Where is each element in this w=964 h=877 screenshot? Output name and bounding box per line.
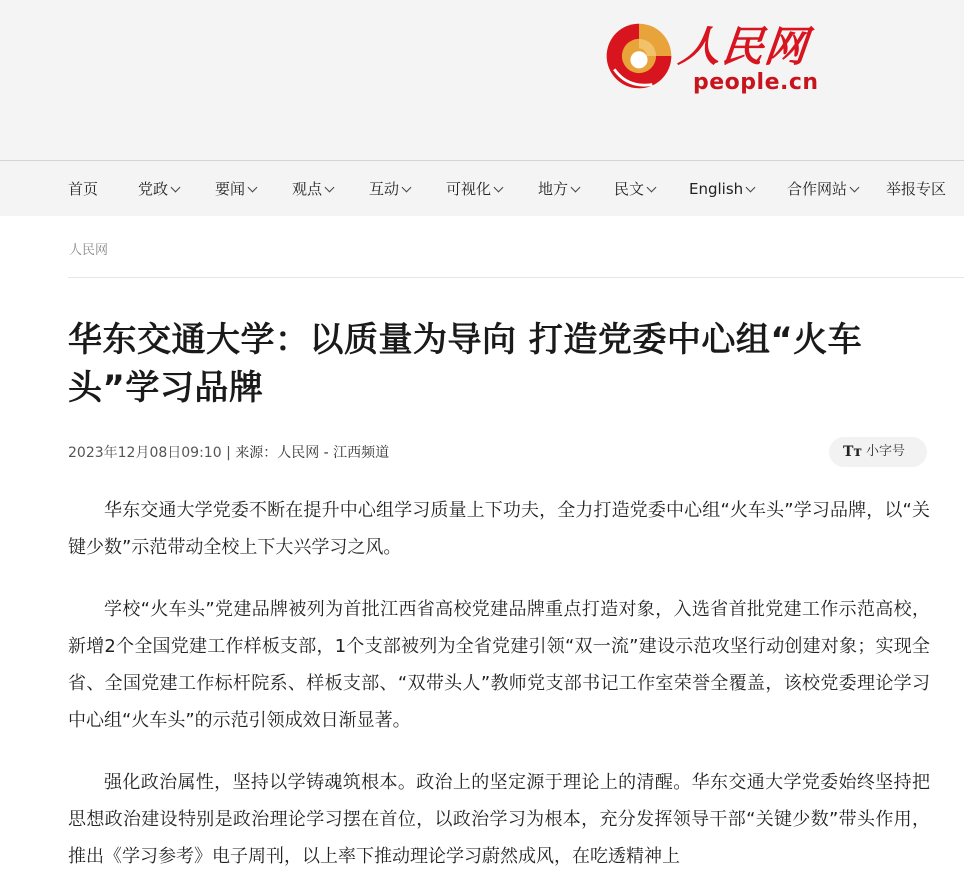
article-source: 来源：人民网 - 江西频道 [235,445,390,461]
logo-domain-text: people.cn [693,70,819,95]
nav-label: 合作网站 [787,180,848,198]
people-daily-swirl-logo-icon [601,18,677,94]
nav-label: 可视化 [446,180,492,198]
font-size-label: 小字号 [866,444,906,459]
article-paragraph: 华东交通大学党委不断在提升中心组学习质量上下功夫，全力打造党委中心组“火车头”学习品牌，以“关键少数”示范带动全校上下大兴学习之风。 [68,500,930,558]
nav-label: English [689,180,744,198]
nav-item-partners[interactable] [787,161,858,217]
nav-item-interact[interactable] [369,161,410,217]
chevron-down-icon [248,183,258,193]
nav-item-home[interactable] [68,161,98,217]
nav-item-news[interactable] [215,161,256,217]
breadcrumb[interactable]: 人民网 [69,243,109,258]
nav-label: 民文 [614,180,645,198]
article-title: 华东交通大学：以质量为导向 打造党委中心组“火车头”学习品牌 [68,320,863,408]
nav-item-opinion[interactable] [292,161,333,217]
nav-item-visual[interactable] [446,161,502,217]
divider [68,277,964,278]
site-header [0,0,964,160]
chevron-down-icon [647,183,657,193]
chevron-down-icon [571,183,581,193]
nav-label: 首页 [68,180,99,198]
text-size-icon: Tт [843,444,863,460]
nav-item-english[interactable] [689,161,754,217]
font-size-toggle-button[interactable] [829,437,927,467]
nav-label: 观点 [292,180,323,198]
nav-label: 党政 [138,180,169,198]
chevron-down-icon [171,183,181,193]
nav-label: 举报专区 [886,180,947,198]
site-logo[interactable] [601,14,821,98]
meta-separator: | [226,445,231,461]
chevron-down-icon [746,183,756,193]
chevron-down-icon [494,183,504,193]
publish-date: 2023年12月08日09:10 [68,445,222,461]
nav-item-party[interactable] [138,161,179,217]
logo-chinese-text: 人民网 [676,22,811,71]
nav-label: 地方 [538,180,569,198]
chevron-down-icon [402,183,412,193]
nav-item-local[interactable] [538,161,579,217]
nav-item-report[interactable] [886,161,946,217]
main-nav [0,160,964,216]
chevron-down-icon [325,183,335,193]
nav-label: 要闻 [215,180,246,198]
nav-label: 互动 [369,180,400,198]
article-meta [68,442,389,462]
chevron-down-icon [850,183,860,193]
nav-item-ethnic[interactable] [614,161,655,217]
article-paragraph: 强化政治属性，坚持以学铸魂筑根本。政治上的坚定源于理论上的清醒。华东交通大学党委始终坚持把思想政治建设特别是政治理论学习摆在首位，以政治学习为根本，充分发挥领导干部“关键少数”带头作用，推出《学习参考》电子周刊，以上率下推动理论学习蔚然成风，在吃透精神上 [68,772,930,867]
article-paragraph: 学校“火车头”党建品牌被列为首批江西省高校党建品牌重点打造对象，入选省首批党建工作示范高校，新增2个全国党建工作样板支部，1个支部被列为全省党建引领“双一流”建设示范攻坚行动创建对象；实现全省、全国党建工作标杆院系、样板支部、“双带头人”教师党支部书记工作室荣誉全覆盖，该校党委理论学习中心组“火车头”的示范引领成效日渐显著。 [68,599,930,731]
